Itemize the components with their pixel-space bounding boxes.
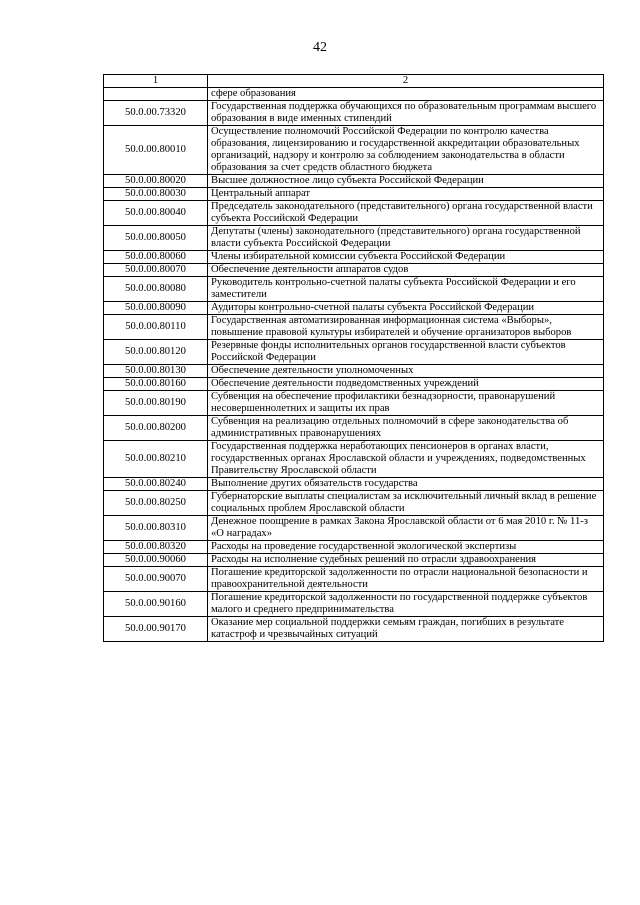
budget-codes-table — [103, 74, 604, 642]
row-description: Депутаты (члены) законодательного (представительного) органа государственной власти субъекта Российской Федерации — [208, 226, 604, 251]
table-header-row — [104, 75, 604, 88]
row-description: Расходы на проведение государственной экологической экспертизы — [208, 541, 604, 554]
row-description: Осуществление полномочий Российской Федерации по контролю качества образования, лицензированию и государственной аккредитации образовательных организаций, надзору и контролю за соблюдением законодательства в области образования за счет средств областного бюджета — [208, 126, 604, 175]
row-description: Председатель законодательного (представительного) органа государственной власти субъекта Российской Федерации — [208, 201, 604, 226]
row-description: Резервные фонды исполнительных органов государственной власти субъектов Российской Федерации — [208, 340, 604, 365]
row-description: Губернаторские выплаты специалистам за исключительный личный вклад в решение социальных проблем Ярославской области — [208, 491, 604, 516]
row-description: Обеспечение деятельности аппаратов судов — [208, 264, 604, 277]
table-row — [104, 378, 604, 391]
row-code — [104, 88, 208, 101]
table-row — [104, 226, 604, 251]
row-description: Члены избирательной комиссии субъекта Российской Федерации — [208, 251, 604, 264]
column-header-code: 1 — [104, 75, 208, 88]
row-code: 50.0.00.90170 — [104, 617, 208, 642]
row-code: 50.0.00.80160 — [104, 378, 208, 391]
table-row — [104, 491, 604, 516]
table-row — [104, 416, 604, 441]
row-description: сфере образования — [208, 88, 604, 101]
row-code: 50.0.00.80190 — [104, 391, 208, 416]
row-description: Оказание мер социальной поддержки семьям граждан, погибших в результате катастроф и чрезвычайных ситуаций — [208, 617, 604, 642]
table-row — [104, 188, 604, 201]
row-description: Расходы на исполнение судебных решений по отрасли здравоохранения — [208, 554, 604, 567]
row-code: 50.0.00.80070 — [104, 264, 208, 277]
row-code: 50.0.00.80060 — [104, 251, 208, 264]
row-description: Государственная поддержка неработающих пенсионеров в органах власти, государственных органах Ярославской области и учреждениях, подведомственных Правительству Ярославской области — [208, 441, 604, 478]
row-code: 50.0.00.90070 — [104, 567, 208, 592]
row-code: 50.0.00.80130 — [104, 365, 208, 378]
row-description: Выполнение других обязательств государства — [208, 478, 604, 491]
row-description: Государственная автоматизированная информационная система «Выборы», повышение правовой культуры избирателей и обучение организаторов выборов — [208, 315, 604, 340]
table-row — [104, 617, 604, 642]
table-row — [104, 365, 604, 378]
table-row — [104, 175, 604, 188]
page-number: 42 — [313, 40, 327, 55]
row-code: 50.0.00.80010 — [104, 126, 208, 175]
table-row — [104, 592, 604, 617]
row-description: Обеспечение деятельности уполномоченных — [208, 365, 604, 378]
table-row — [104, 88, 604, 101]
row-description: Обеспечение деятельности подведомственных учреждений — [208, 378, 604, 391]
table-row — [104, 441, 604, 478]
row-description: Денежное поощрение в рамках Закона Ярославской области от 6 мая 2010 г. № 11-з «О наградах» — [208, 516, 604, 541]
row-code: 50.0.00.80250 — [104, 491, 208, 516]
table-row — [104, 478, 604, 491]
row-description: Руководитель контрольно-счетной палаты субъекта Российской Федерации и его заместители — [208, 277, 604, 302]
row-description: Аудиторы контрольно-счетной палаты субъекта Российской Федерации — [208, 302, 604, 315]
table-row — [104, 391, 604, 416]
table-row — [104, 201, 604, 226]
row-description: Субвенция на реализацию отдельных полномочий в сфере законодательства об административных правонарушениях — [208, 416, 604, 441]
row-code: 50.0.00.90160 — [104, 592, 208, 617]
row-description: Погашение кредиторской задолженности по отрасли национальной безопасности и правоохранительной деятельности — [208, 567, 604, 592]
row-code: 50.0.00.90060 — [104, 554, 208, 567]
table-row — [104, 264, 604, 277]
table-row — [104, 302, 604, 315]
row-code: 50.0.00.73320 — [104, 101, 208, 126]
table-body — [104, 88, 604, 642]
row-description: Центральный аппарат — [208, 188, 604, 201]
row-code: 50.0.00.80210 — [104, 441, 208, 478]
table-row — [104, 251, 604, 264]
table-row — [104, 516, 604, 541]
row-description: Субвенция на обеспечение профилактики безнадзорности, правонарушений несовершеннолетних и защиты их прав — [208, 391, 604, 416]
table-row — [104, 541, 604, 554]
row-code: 50.0.00.80200 — [104, 416, 208, 441]
table-row — [104, 340, 604, 365]
row-code: 50.0.00.80240 — [104, 478, 208, 491]
row-code: 50.0.00.80050 — [104, 226, 208, 251]
row-code: 50.0.00.80040 — [104, 201, 208, 226]
table-row — [104, 277, 604, 302]
row-code: 50.0.00.80120 — [104, 340, 208, 365]
row-code: 50.0.00.80030 — [104, 188, 208, 201]
row-description: Высшее должностное лицо субъекта Российской Федерации — [208, 175, 604, 188]
table-row — [104, 567, 604, 592]
row-code: 50.0.00.80090 — [104, 302, 208, 315]
row-description: Государственная поддержка обучающихся по образовательным программам высшего образования в виде именных стипендий — [208, 101, 604, 126]
row-code: 50.0.00.80320 — [104, 541, 208, 554]
row-code: 50.0.00.80110 — [104, 315, 208, 340]
column-header-description: 2 — [208, 75, 604, 88]
row-description: Погашение кредиторской задолженности по государственной поддержке субъектов малого и среднего предпринимательства — [208, 592, 604, 617]
row-code: 50.0.00.80020 — [104, 175, 208, 188]
row-code: 50.0.00.80080 — [104, 277, 208, 302]
table-row — [104, 315, 604, 340]
table-row — [104, 554, 604, 567]
table-row — [104, 126, 604, 175]
table-row — [104, 101, 604, 126]
row-code: 50.0.00.80310 — [104, 516, 208, 541]
